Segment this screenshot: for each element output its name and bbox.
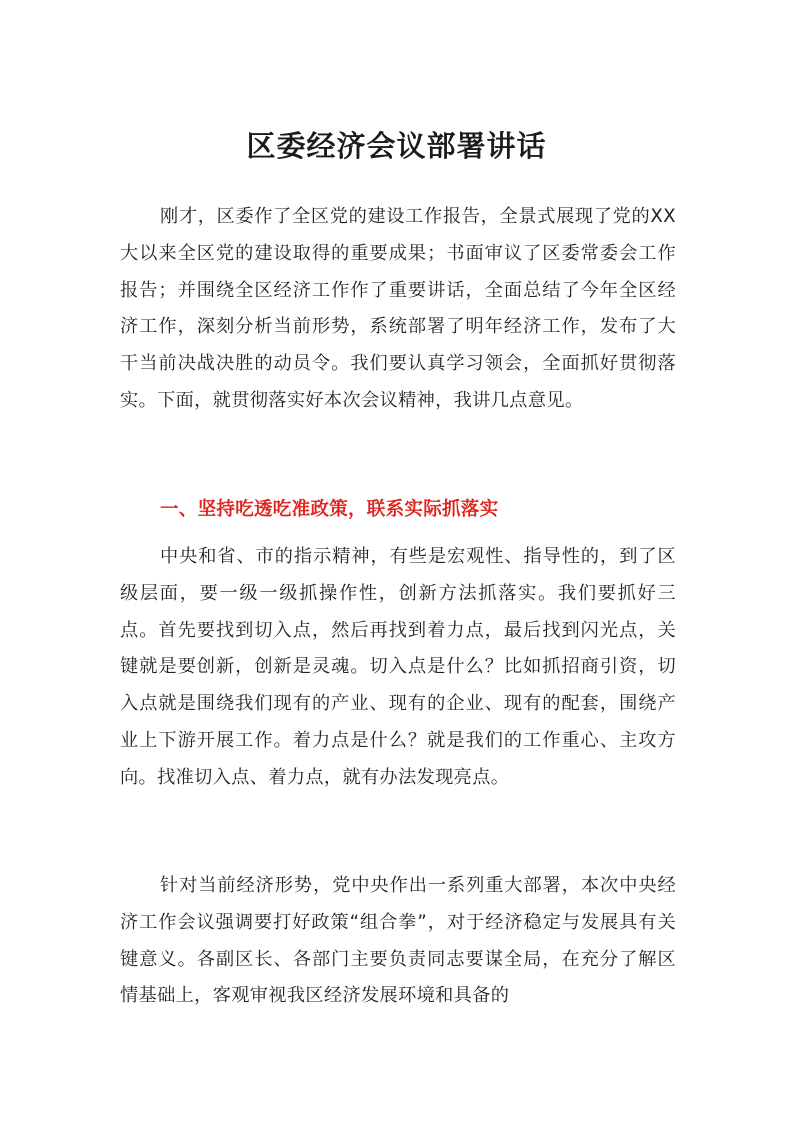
section-heading-1: 一、坚持吃透吃准政策，联系实际抓落实 xyxy=(160,499,499,520)
document-title: 区委经济会议部署讲话 xyxy=(246,129,547,163)
paragraph-section-1: 中央和省、市的指示精神，有些是宏观性、指导性的，到了区级层面，要一级一级抓操作性，创新方法抓落实。我们要抓好三点。首先要找到切入点，然后再找到着力点，最后找到闪光点，关键就是要创新，创新是灵魂。切入点是什么？比如抓招商引资，切入点就是围绕我们现有的产业、现有的企业、现有的配套，围绕产业上下游开展工作。着力点是什么？就是我们的工作重心、主攻方向。找准切入点、着力点，就有办法发现亮点。 xyxy=(120,546,676,788)
paragraph-section-1-continued: 针对当前经济形势，党中央作出一系列重大部署，本次中央经济工作会议强调要打好政策“组合拳”，对于经济稳定与发展具有关键意义。各副区长、各部门主要负责同志要谋全局，在充分了解区情基础上，客观审视我区经济发展环境和具备的 xyxy=(120,875,676,1007)
paragraph-intro: 刚才，区委作了全区党的建设工作报告，全景式展现了党的XX大以来全区党的建设取得的重要成果；书面审议了区委常委会工作报告；并围绕全区经济工作作了重要讲话，全面总结了今年全区经济工作，深刻分析当前形势，系统部署了明年经济工作，发布了大干当前决战决胜的动员令。我们要认真学习领会，全面抓好贯彻落实。下面，就贯彻落实好本次会议精神，我讲几点意见。 xyxy=(120,206,676,411)
